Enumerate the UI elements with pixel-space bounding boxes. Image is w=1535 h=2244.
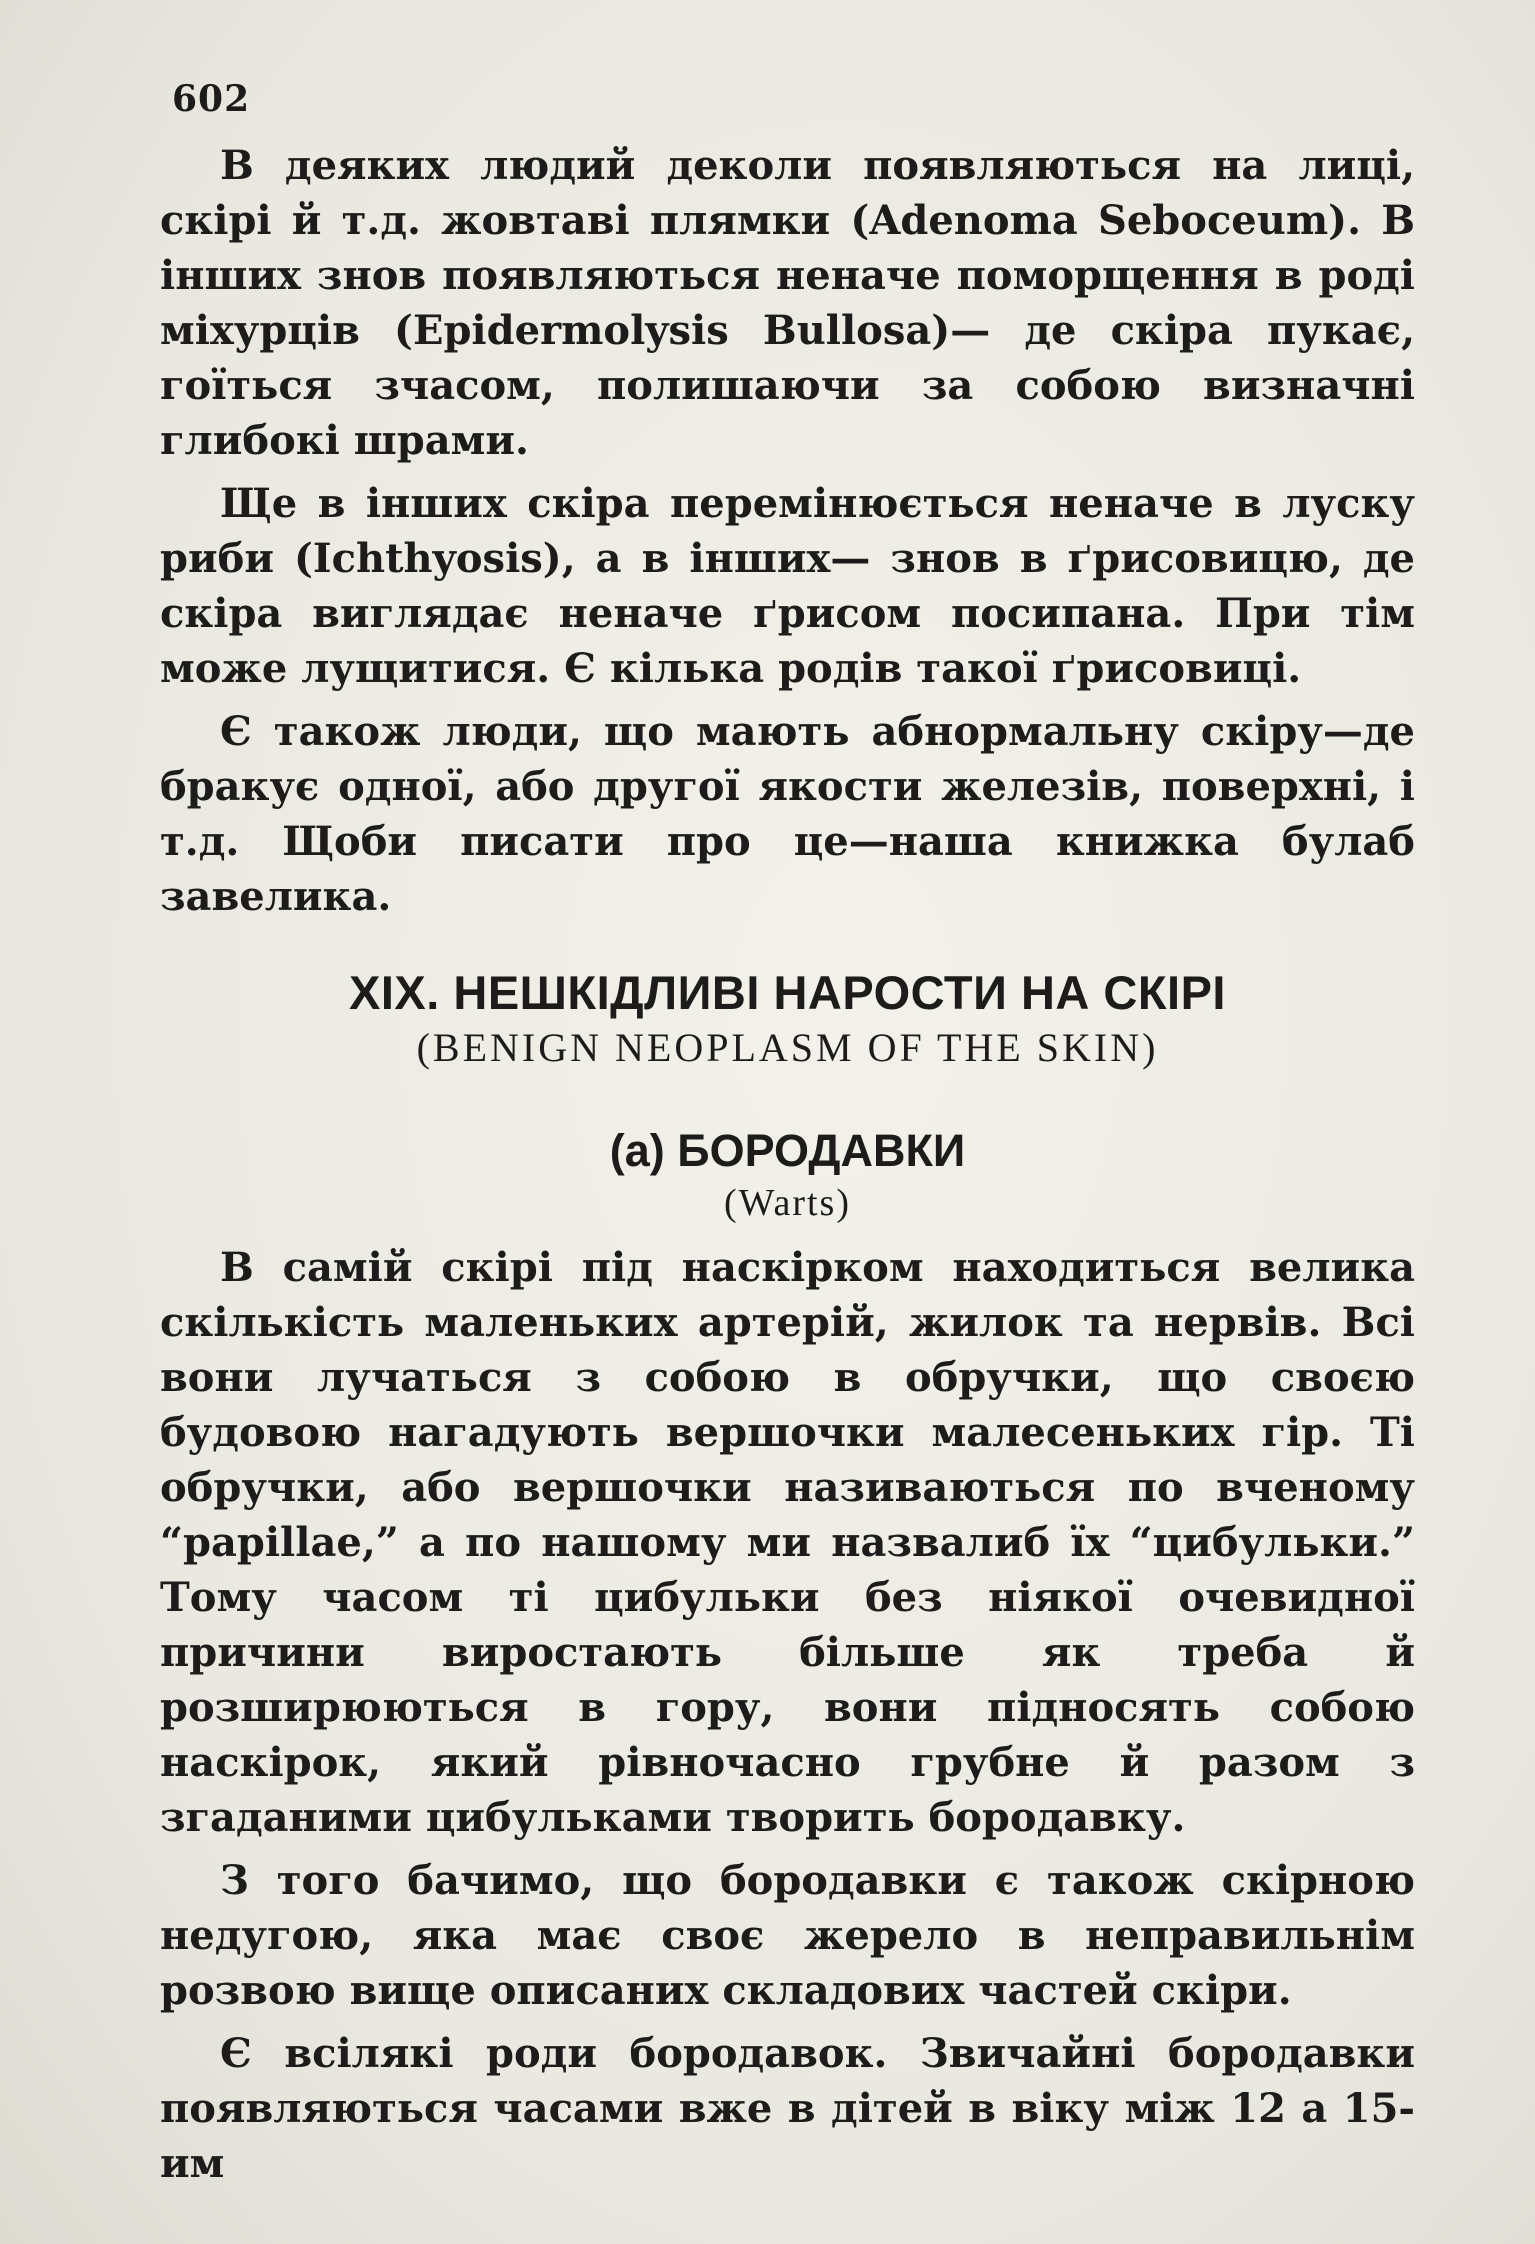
page-number: 602 (172, 78, 251, 120)
top-text-block (160, 138, 1415, 924)
paragraph: Є також люди, що мають абнормальну скіру—де бракує одної, або другої якости железів, поверхні, і т.д. Щоби писати про це—наша книжка булаб завелика. (160, 708, 1415, 920)
paragraph: Ще в інших скіра перемінюється неначе в луску риби (Ichthyosis), а в інших— знов в ґрисовицю, де скіра виглядає неначе ґрисом посипана. При тім може лущитися. Є кілька родів такої ґрисовиці. (160, 480, 1415, 692)
paragraph: В деяких людий деколи появляються на лиці, скірі й т.д. жовтаві плямки (Adenoma Seboceum). В інших знов появляються неначе поморщення в роді міхурців (Epidermolysis Bullosa)— де скіра пукає, гоїться зчасом, полишаючи за собою визначні глибокі шрами. (160, 142, 1415, 464)
chapter-title: XIX. НЕШКІДЛИВІ НАРОСТИ НА СКІРІ (349, 966, 1226, 1019)
chapter-heading (160, 965, 1415, 1071)
paragraph: В самій скірі під наскірком находиться велика скількість маленьких артерій, жилок та нервів. Всі вони лучаться з собою в обручки, що своєю будовою нагадують вершочки малесеньких гір. Ті обручки, або вершочки називаються по вченому “papillae,” а по нашому ми назвалиб їх “цибульки.” Тому часом ті цибульки без ніякої очевидної причини виростають більше як треба й розширюються в гору, вони підносять собою наскірок, який рівночасно грубне й разом з згаданими цибульками творить бородавку. (160, 1244, 1415, 1841)
paragraph: Є всілякі роди бородавок. Звичайні бородавки появляються часами вже в дітей в віку між 12 а 15-им (160, 2030, 1415, 2187)
section-subtitle: (Warts) (724, 1182, 851, 1224)
section-title: (а) БОРОДАВКИ (609, 1125, 966, 1176)
paragraph: З того бачимо, що бородавки є також скірною недугою, яка має своє жерело в неправильнім розвою вище описаних складових частей скіри. (160, 1857, 1415, 2014)
body-text-block (160, 1240, 1415, 2191)
section-heading (160, 1125, 1415, 1225)
chapter-subtitle: (BENIGN NEOPLASM OF THE SKIN) (416, 1025, 1159, 1070)
